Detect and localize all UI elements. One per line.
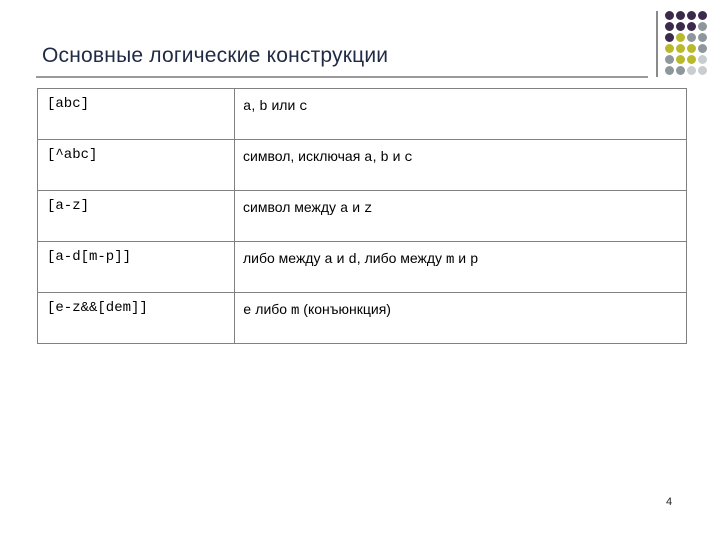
- decor-dot: [687, 22, 696, 31]
- description-cell: [235, 140, 687, 191]
- decor-dot: [698, 11, 707, 20]
- description-text: или: [267, 97, 300, 113]
- decor-dot: [676, 66, 685, 75]
- decor-dot: [698, 55, 707, 64]
- description-text: и: [348, 199, 364, 215]
- description-text: (конъюнкция): [299, 301, 391, 317]
- decor-dot: [698, 33, 707, 42]
- decor-dot: [665, 66, 674, 75]
- regex-pattern: [abc]: [47, 96, 90, 112]
- decor-dot: [676, 55, 685, 64]
- description-text: и: [388, 148, 405, 164]
- pattern-cell: [38, 140, 235, 191]
- description-code: z: [363, 201, 373, 217]
- table-row: [38, 191, 687, 242]
- pattern-cell: [38, 191, 235, 242]
- decor-dot: [698, 22, 707, 31]
- decor-dot: [687, 11, 696, 20]
- decor-dot: [687, 44, 696, 53]
- decor-dot: [676, 11, 685, 20]
- description-code: e: [243, 303, 252, 319]
- description-code: b: [259, 99, 268, 115]
- description-code: a: [243, 99, 252, 115]
- pattern-description: [235, 293, 686, 319]
- description-cell: [235, 191, 687, 242]
- description-text: и: [332, 250, 349, 266]
- description-code: b: [380, 150, 389, 166]
- decor-dot: [698, 66, 707, 75]
- decor-dot: [665, 22, 674, 31]
- regex-pattern: [^abc]: [47, 147, 98, 163]
- description-code: c: [299, 99, 308, 115]
- description-cell: [235, 242, 687, 293]
- description-cell: [235, 89, 687, 140]
- page-number: 4: [666, 496, 673, 508]
- description-text: ,: [251, 97, 260, 113]
- description-text: символ между: [243, 199, 340, 215]
- decor-dot: [676, 33, 685, 42]
- description-code: a: [364, 150, 373, 166]
- description-text: либо: [251, 301, 291, 317]
- description-text: либо между: [243, 250, 325, 266]
- regex-table: [37, 88, 687, 344]
- pattern-cell: [38, 293, 235, 344]
- pattern-description: [235, 140, 686, 166]
- description-cell: [235, 293, 687, 344]
- description-code: m: [290, 303, 300, 319]
- decor-dot: [676, 44, 685, 53]
- description-code: a: [324, 252, 333, 268]
- decor-dot: [665, 33, 674, 42]
- description-text: ,: [372, 148, 381, 164]
- table-row: [38, 242, 687, 293]
- decor-dot: [665, 44, 674, 53]
- table-row: [38, 293, 687, 344]
- pattern-description: [235, 89, 686, 115]
- decor-dot-grid: [665, 11, 719, 77]
- pattern-cell: [38, 89, 235, 140]
- pattern-description: [235, 242, 686, 268]
- decor-dot: [687, 33, 696, 42]
- decor-vertical-line: [656, 11, 658, 77]
- slide-title: Основные логические конструкции: [42, 44, 389, 67]
- decor-dot: [676, 22, 685, 31]
- decor-dot: [665, 11, 674, 20]
- table-row: [38, 140, 687, 191]
- description-code: c: [404, 150, 413, 166]
- description-text: символ, исключая: [243, 148, 365, 164]
- description-code: m: [445, 252, 455, 268]
- description-text: , либо между: [356, 250, 446, 266]
- description-code: p: [469, 252, 479, 268]
- regex-pattern: [a-z]: [47, 198, 90, 214]
- description-code: a: [339, 201, 349, 217]
- table-row: [38, 89, 687, 140]
- decor-dot: [698, 44, 707, 53]
- regex-pattern: [a-d[m-p]]: [47, 249, 132, 265]
- decor-dot: [687, 55, 696, 64]
- decor-dot: [665, 55, 674, 64]
- title-divider: [36, 76, 648, 78]
- description-code: d: [348, 252, 357, 268]
- decor-dot: [687, 66, 696, 75]
- pattern-cell: [38, 242, 235, 293]
- pattern-description: [235, 191, 686, 217]
- description-text: и: [454, 250, 470, 266]
- regex-pattern: [e-z&&[dem]]: [47, 300, 148, 316]
